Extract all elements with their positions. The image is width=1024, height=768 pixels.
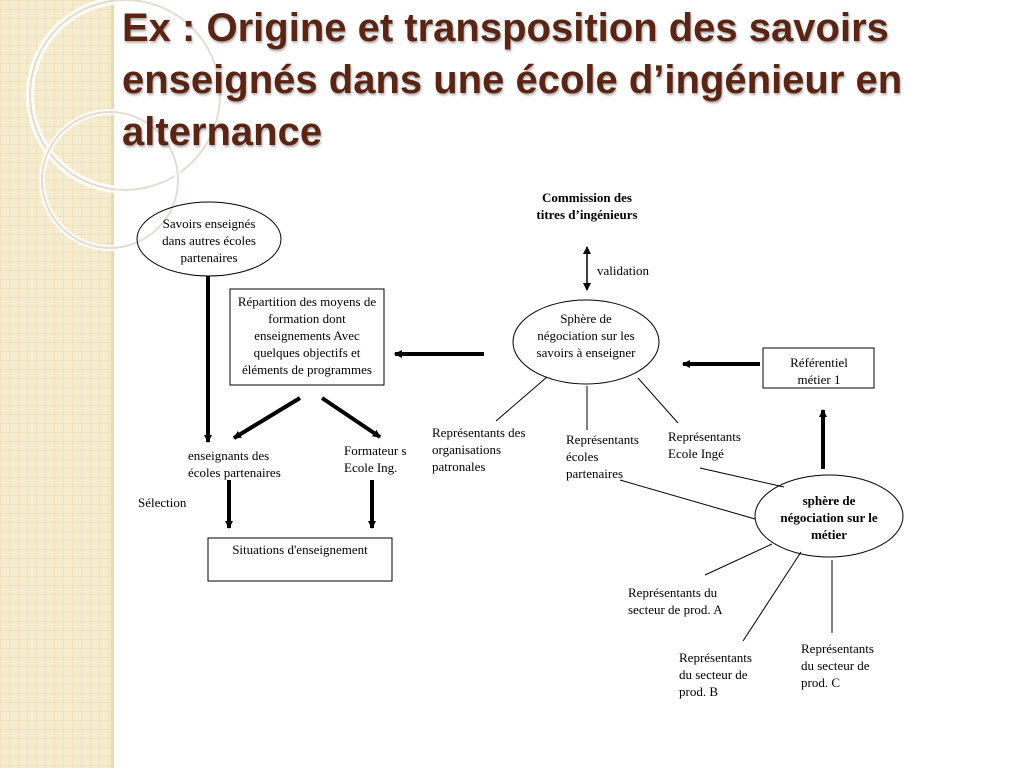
rep-ecole-inge-label: Représentants Ecole Ingé [668, 429, 741, 461]
line-sphere-to-organisations [496, 377, 547, 421]
referentiel-label: Référentiel métier 1 [790, 355, 848, 387]
line-metier-to-ecoles [620, 480, 755, 519]
arrow-repartition-to-enseignants [234, 398, 300, 438]
rep-ecoles-label: Représentants écoles partenaires [566, 432, 639, 481]
slide-title: Ex : Origine et transposition des savoirs enseignés dans une école d’ingénieur en alternance [122, 6, 903, 154]
rep-secteur-b-label: Représentants du secteur de prod. B [679, 650, 752, 699]
situations-label: Situations d'enseignement [232, 542, 368, 557]
rep-organisations-label: Représentants des organisations patronales [432, 425, 526, 474]
selection-label: Sélection [138, 495, 187, 510]
rep-secteur-a-label: Représentants du secteur de prod. A [628, 585, 723, 617]
line-sphere-to-ecole-inge [638, 378, 678, 423]
line-metier-to-ecole-inge [700, 468, 784, 487]
line-metier-to-secteur-a [705, 544, 772, 575]
enseignants-label: enseignants des écoles partenaires [188, 448, 281, 480]
validation-label: validation [597, 263, 649, 278]
commission-label: Commission des titres d’ingénieurs [536, 190, 638, 222]
repartition-label: Répartition des moyens de formation dont enseignements Avec quelques objectifs et éléments de programmes [237, 294, 377, 377]
arrow-repartition-to-formateurs [322, 398, 380, 437]
rep-secteur-c-label: Représentants du secteur de prod. C [801, 641, 874, 690]
sphere-savoirs-label: Sphère de négociation sur les savoirs à enseigner [536, 311, 636, 360]
line-metier-to-secteur-b [743, 552, 801, 641]
formateurs-label: Formateur s Ecole Ing. [344, 443, 407, 475]
sphere-metier-label: sphère de négociation sur le métier [780, 493, 878, 542]
savoirs-autres-ecoles-label: Savoirs enseignés dans autres écoles partenaires [162, 216, 256, 265]
